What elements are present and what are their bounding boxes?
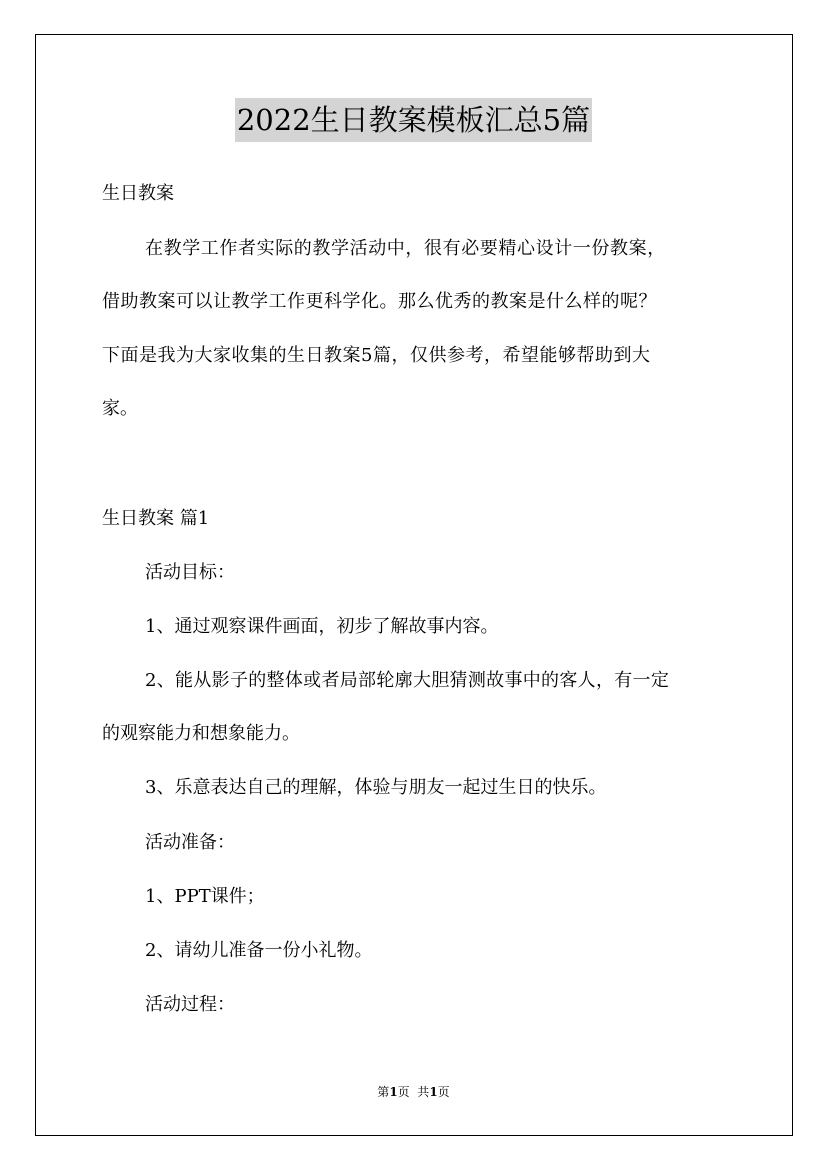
intro-line-4: 家。 [102,398,138,419]
intro-line-3: 下面是我为大家收集的生日教案5篇，仅供参考，希望能够帮助到大 [102,345,651,366]
goals-label: 活动目标： [145,562,235,583]
prep-item-1: 1、PPT课件； [145,886,265,907]
intro-line-1: 在教学工作者实际的教学活动中，很有必要精心设计一份教案， [145,238,666,259]
document-title: 2022生日教案模板汇总5篇 [235,98,592,142]
title-container [0,98,827,142]
footer-page-suffix: 页 [437,1085,450,1099]
process-label: 活动过程： [145,994,235,1015]
footer-page-total: 1 [429,1085,438,1099]
footer-page-mid: 页 共 [397,1085,430,1099]
chapter-heading: 生日教案 篇1 [102,508,210,529]
footer-page-prefix: 第 [377,1085,390,1099]
footer-page-current: 1 [389,1085,398,1099]
goal-item-2-cont: 的观察能力和想象能力。 [102,723,300,744]
intro-line-2: 借助教案可以让教学工作更科学化。那么优秀的教案是什么样的呢？ [102,291,657,312]
prep-item-2: 2、请幼儿准备一份小礼物。 [145,940,373,961]
goal-item-3: 3、乐意表达自己的理解，体验与朋友一起过生日的快乐。 [145,777,607,798]
page-footer [0,1084,827,1100]
section-heading: 生日教案 [102,183,174,204]
goal-item-2: 2、能从影子的整体或者局部轮廓大胆猜测故事中的客人，有一定 [145,670,670,691]
prep-label: 活动准备： [145,832,235,853]
goal-item-1: 1、通过观察课件画面，初步了解故事内容。 [145,616,499,637]
